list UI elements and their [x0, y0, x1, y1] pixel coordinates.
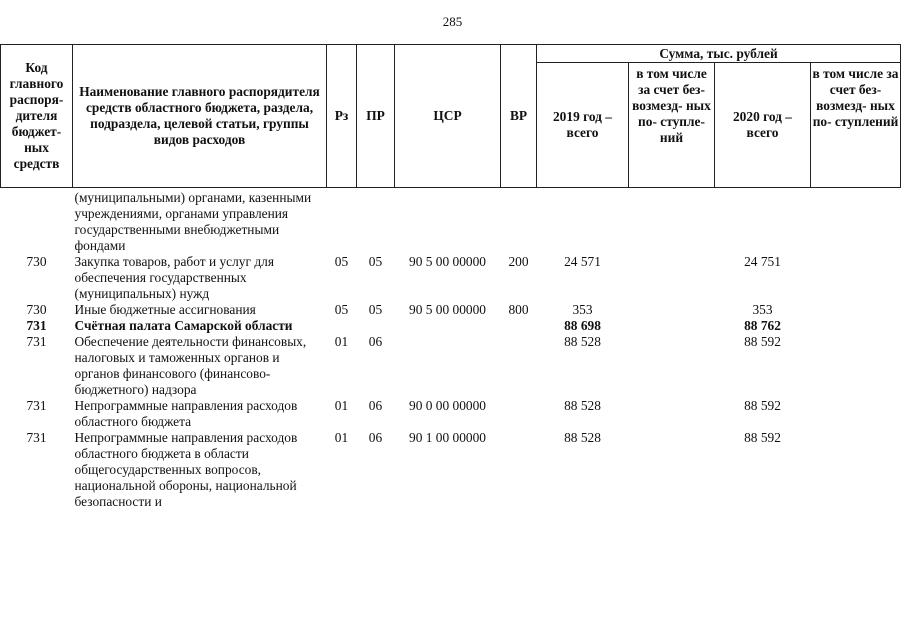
header-name: Наименование главного распорядителя средств областного бюджета, раздела, подраздела, целевой статьи, группы видов расходов [73, 45, 327, 188]
budget-table-container [0, 44, 905, 510]
cell-pr [357, 188, 395, 255]
header-2019-total: 2019 год – всего [537, 63, 629, 188]
cell-2019-free [629, 398, 715, 430]
cell-csr [395, 334, 501, 398]
table-row [1, 398, 901, 430]
cell-csr: 90 5 00 00000 [409, 254, 486, 269]
cell-2020-free [811, 398, 901, 430]
cell-2020-total [715, 188, 811, 255]
cell-code: 731 [26, 318, 47, 333]
header-sum: Сумма, тыс. рублей [537, 45, 901, 63]
cell-name: Непрограммные направления расходов областного бюджета в области общегосударственных вопросов, национальной обороны, национальной безопасности и [74, 430, 298, 509]
cell-rz: 05 [334, 302, 349, 317]
header-rz: Рз [327, 45, 357, 188]
cell-2020-free [811, 302, 901, 318]
cell-2019-total: 24 571 [564, 254, 601, 269]
cell-code: 730 [26, 302, 47, 317]
table-body [1, 188, 901, 511]
cell-pr [357, 318, 395, 334]
cell-csr: 90 1 00 00000 [409, 430, 486, 445]
header-csr: ЦСР [395, 45, 501, 188]
cell-2020-free [811, 188, 901, 255]
cell-pr: 05 [368, 254, 383, 269]
cell-pr: 06 [368, 398, 383, 413]
cell-2019-free [629, 430, 715, 510]
cell-2019-total: 88 528 [564, 334, 601, 349]
table-row [1, 318, 901, 334]
cell-rz: 01 [334, 430, 349, 445]
header-code: Код главного распоря- дителя бюджет- ных средств [1, 45, 73, 188]
cell-2020-free [811, 430, 901, 510]
cell-vr [501, 398, 537, 430]
cell-csr [395, 188, 501, 255]
header-2019-free: в том числе за счет без- возмезд- ных по- ступле- ний [629, 63, 715, 188]
cell-2019-free [629, 334, 715, 398]
table-header [1, 45, 901, 188]
cell-name: (муниципальными) органами, казенными учреждениями, органами управления государственными внебюджетными фондами [74, 190, 312, 253]
cell-2019-total: 88 698 [564, 318, 601, 333]
page-number: 285 [442, 14, 463, 29]
cell-2019-total: 353 [572, 302, 593, 317]
cell-name: Иные бюджетные ассигнования [74, 302, 256, 317]
cell-vr [501, 318, 537, 334]
cell-2019-free [629, 254, 715, 302]
cell-2020-total: 353 [752, 302, 773, 317]
cell-vr [501, 334, 537, 398]
cell-pr: 05 [368, 302, 383, 317]
cell-2020-total: 24 751 [744, 254, 781, 269]
cell-2020-free [811, 334, 901, 398]
cell-2020-total: 88 592 [744, 430, 781, 445]
cell-code: 731 [26, 430, 47, 445]
table-row [1, 302, 901, 318]
cell-csr: 90 5 00 00000 [409, 302, 486, 317]
header-2020-free: в том числе за счет без- возмезд- ных по- ступлений [811, 63, 901, 188]
cell-rz: 01 [334, 398, 349, 413]
cell-vr [501, 430, 537, 510]
cell-2020-total: 88 592 [744, 398, 781, 413]
cell-name: Закупка товаров, работ и услуг для обеспечения государственных (муниципальных) нужд [74, 254, 274, 301]
cell-code: 730 [26, 254, 47, 269]
cell-rz [327, 318, 357, 334]
table-row [1, 430, 901, 510]
cell-code: 731 [26, 398, 47, 413]
header-pr: ПР [357, 45, 395, 188]
table-row [1, 254, 901, 302]
cell-2019-total [537, 188, 629, 255]
cell-2020-total: 88 762 [744, 318, 781, 333]
cell-rz: 05 [334, 254, 349, 269]
cell-vr: 200 [508, 254, 529, 269]
cell-2019-total: 88 528 [564, 430, 601, 445]
header-vr: ВР [501, 45, 537, 188]
cell-pr: 06 [368, 430, 383, 445]
cell-rz: 01 [334, 334, 349, 349]
cell-code: 731 [26, 334, 47, 349]
cell-name: Обеспечение деятельности финансовых, налоговых и таможенных органов и органов финансового (финансово-бюджетного) надзора [74, 334, 307, 397]
cell-2019-free [629, 302, 715, 318]
cell-2019-free [629, 318, 715, 334]
table-row [1, 334, 901, 398]
table-row [1, 188, 901, 255]
cell-2019-free [629, 188, 715, 255]
cell-code [1, 188, 73, 255]
cell-pr: 06 [368, 334, 383, 349]
cell-csr [395, 318, 501, 334]
cell-name: Непрограммные направления расходов областного бюджета [74, 398, 298, 429]
cell-csr: 90 0 00 00000 [409, 398, 486, 413]
header-2020-total: 2020 год – всего [715, 63, 811, 188]
cell-vr: 800 [508, 302, 529, 317]
cell-vr [501, 188, 537, 255]
cell-rz [327, 188, 357, 255]
cell-2020-free [811, 254, 901, 302]
cell-2020-total: 88 592 [744, 334, 781, 349]
cell-2019-total: 88 528 [564, 398, 601, 413]
cell-name: Счётная палата Самарской области [74, 318, 293, 333]
cell-2020-free [811, 318, 901, 334]
budget-table [0, 44, 901, 510]
